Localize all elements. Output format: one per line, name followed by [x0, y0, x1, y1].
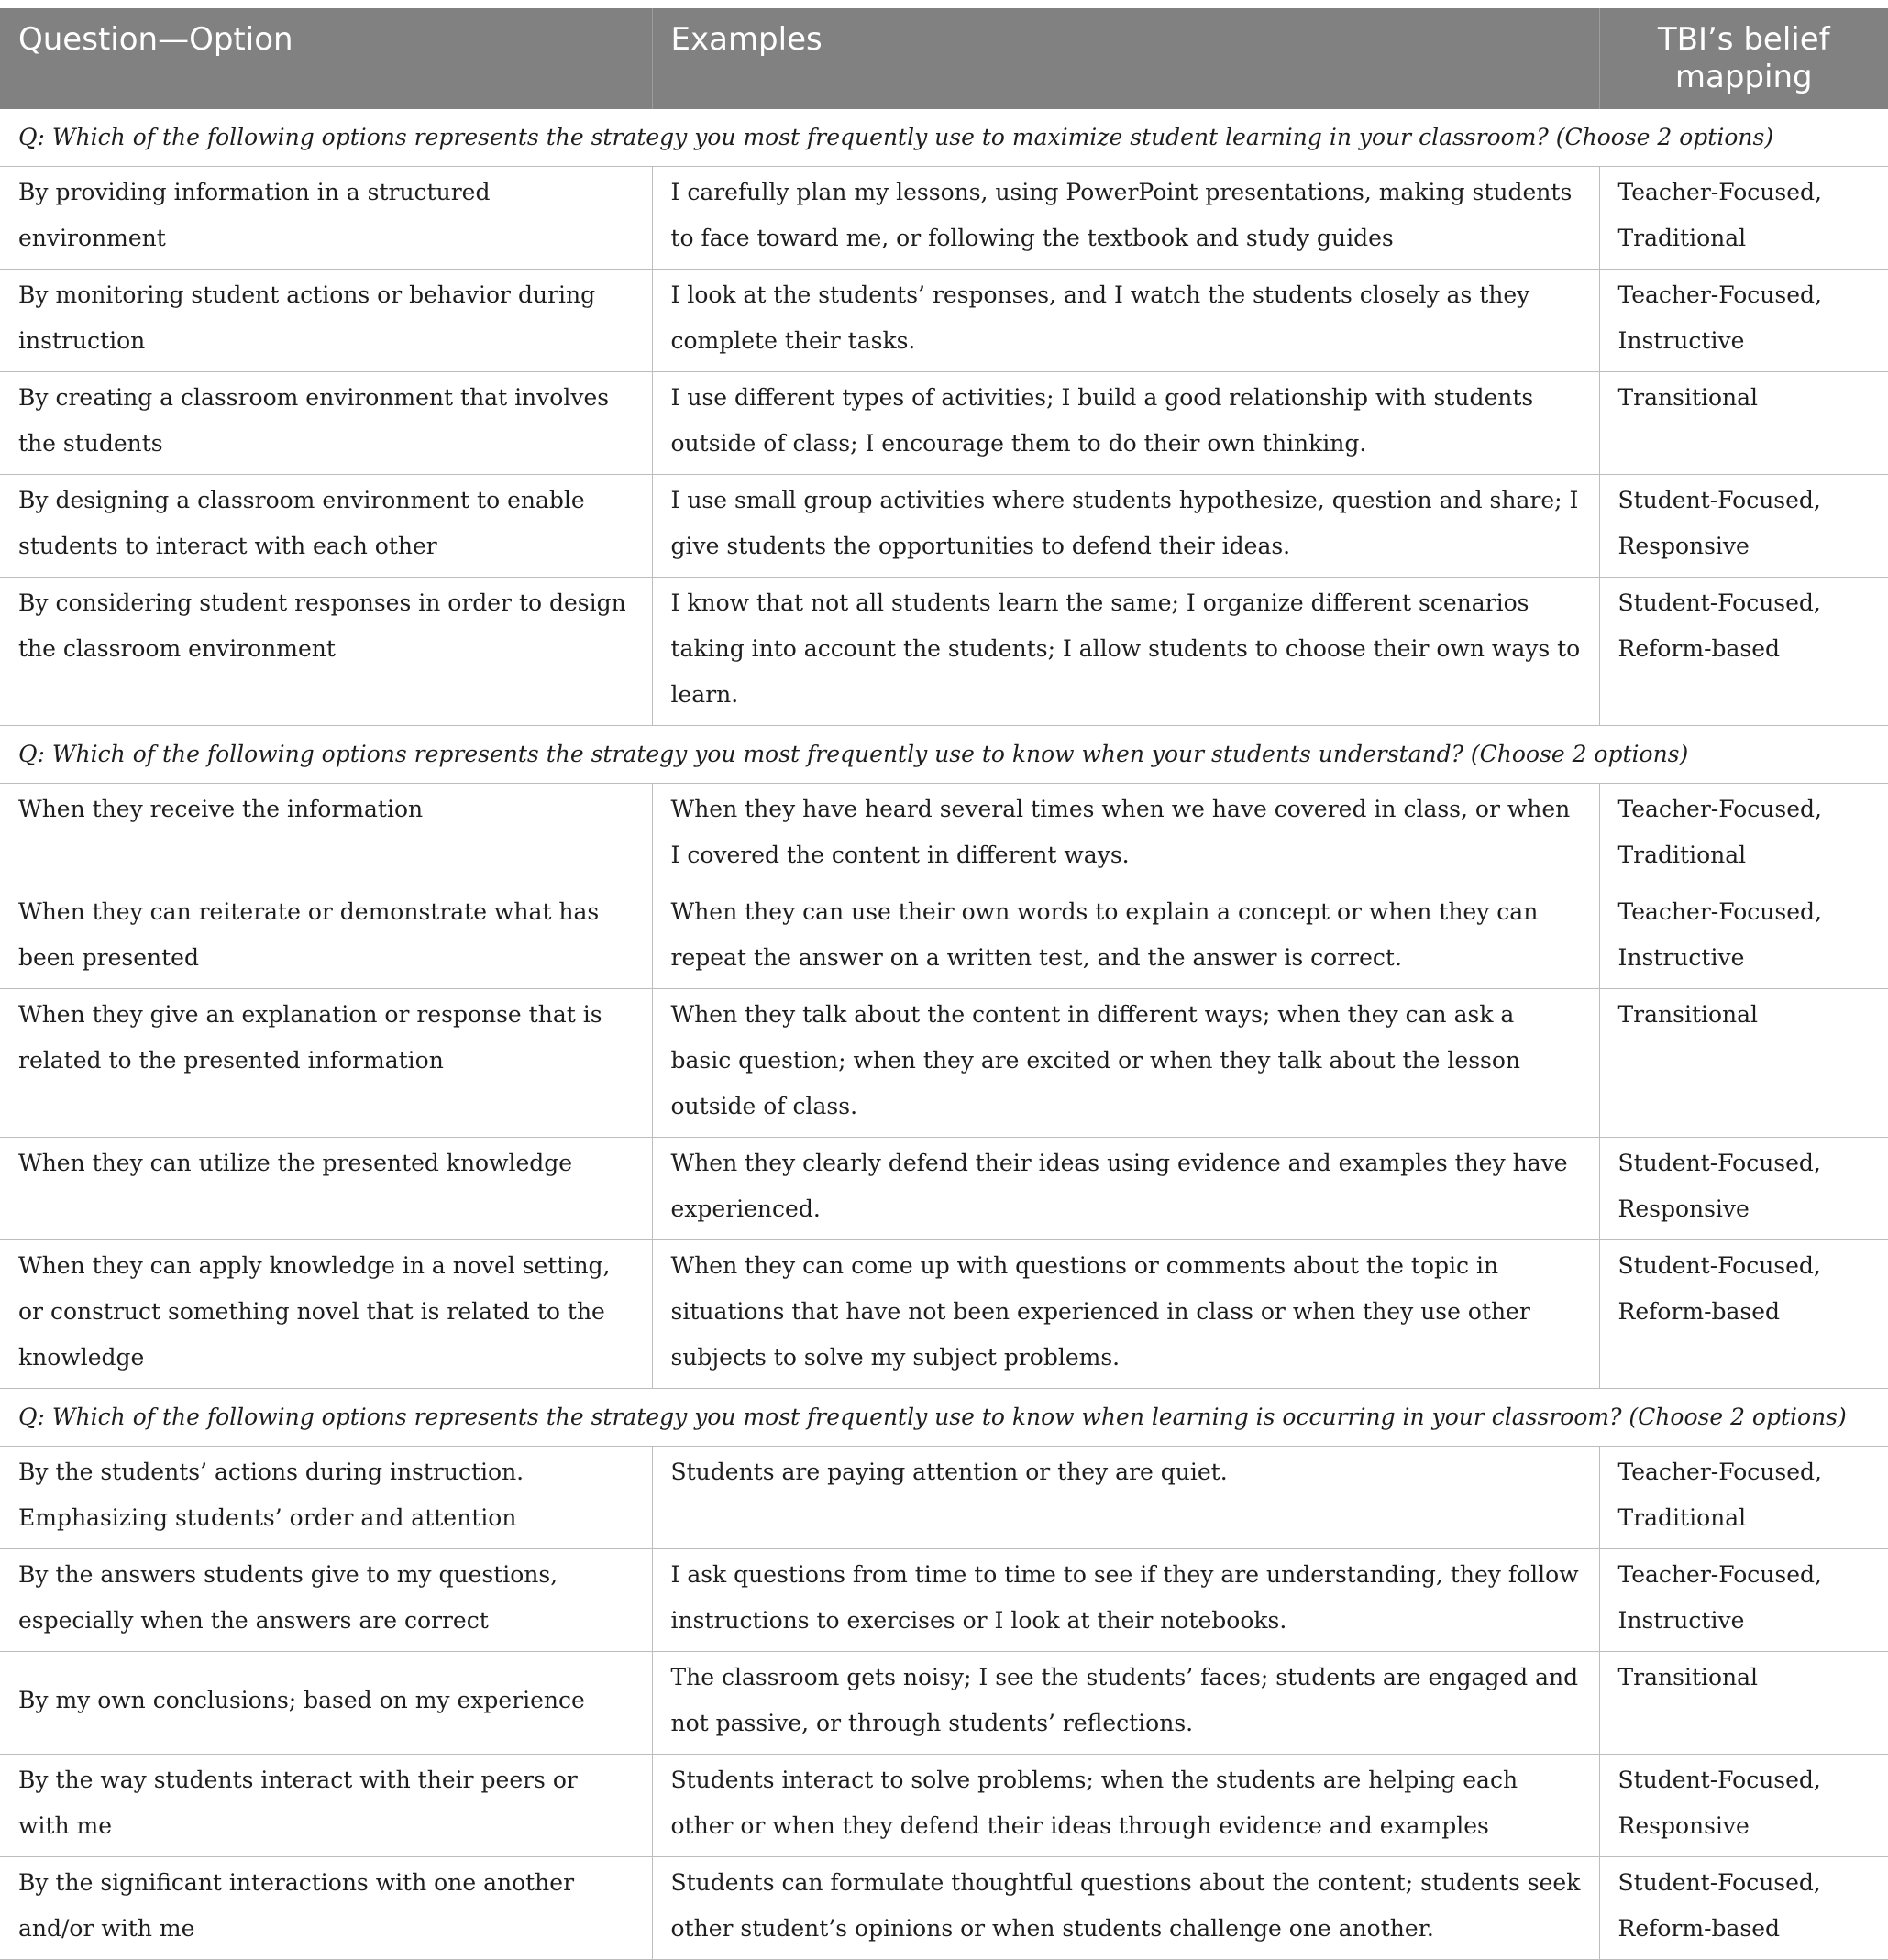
example-cell: When they can come up with questions or comments about the topic in situations that have not been experienced in class or when they use other subjects to solve my subject problems. [652, 1240, 1599, 1389]
mapping-cell: Teacher-Focused, Instructive [1599, 270, 1888, 372]
table-row [0, 784, 1888, 886]
example-cell: When they talk about the content in different ways; when they can ask a basic question; when they are excited or when they talk about the lesson outside of class. [652, 989, 1599, 1138]
example-cell: I use small group activities where students hypothesize, question and share; I give students the opportunities to defend their ideas. [652, 475, 1599, 578]
option-cell: By my own conclusions; based on my experience [0, 1652, 652, 1755]
header-row [0, 8, 1888, 109]
table-row [0, 578, 1888, 726]
option-cell: By providing information in a structured environment [0, 167, 652, 270]
table-row [0, 372, 1888, 475]
mapping-cell: Teacher-Focused, Traditional [1599, 167, 1888, 270]
table-row [0, 167, 1888, 270]
question-text: Q: Which of the following options represents the strategy you most frequently use to maximize student learning in your classroom? (Choose 2 options) [0, 109, 1888, 167]
mapping-cell: Student-Focused, Responsive [1599, 1755, 1888, 1857]
option-cell: By the way students interact with their peers or with me [0, 1755, 652, 1857]
table-body [0, 109, 1888, 1960]
example-cell: I carefully plan my lessons, using PowerPoint presentations, making students to face toward me, or following the textbook and study guides [652, 167, 1599, 270]
option-cell: When they can reiterate or demonstrate what has been presented [0, 886, 652, 989]
table-row [0, 1138, 1888, 1240]
mapping-cell: Teacher-Focused, Instructive [1599, 886, 1888, 989]
table-row [0, 886, 1888, 989]
option-cell: When they give an explanation or response that is related to the presented information [0, 989, 652, 1138]
mapping-cell: Student-Focused, Responsive [1599, 1138, 1888, 1240]
table-row [0, 989, 1888, 1138]
belief-mapping-table [0, 8, 1888, 1960]
question-row [0, 726, 1888, 784]
mapping-cell: Student-Focused, Reform-based [1599, 1240, 1888, 1389]
table-row [0, 1857, 1888, 1960]
table-row [0, 270, 1888, 372]
option-cell: By monitoring student actions or behavior during instruction [0, 270, 652, 372]
header-examples: Examples [652, 8, 1599, 109]
mapping-cell: Student-Focused, Responsive [1599, 475, 1888, 578]
table-row [0, 1549, 1888, 1652]
mapping-cell: Student-Focused, Reform-based [1599, 1857, 1888, 1960]
option-cell: By designing a classroom environment to enable students to interact with each other [0, 475, 652, 578]
option-cell: By the answers students give to my questions, especially when the answers are correct [0, 1549, 652, 1652]
table-row [0, 1755, 1888, 1857]
example-cell: When they clearly defend their ideas using evidence and examples they have experienced. [652, 1138, 1599, 1240]
mapping-cell: Transitional [1599, 989, 1888, 1138]
example-cell: When they have heard several times when we have covered in class, or when I covered the content in different ways. [652, 784, 1599, 886]
option-cell: By the students’ actions during instruction. Emphasizing students’ order and attention [0, 1447, 652, 1549]
option-cell: By the significant interactions with one another and/or with me [0, 1857, 652, 1960]
option-cell: When they can utilize the presented knowledge [0, 1138, 652, 1240]
mapping-cell: Student-Focused, Reform-based [1599, 578, 1888, 726]
option-cell: By creating a classroom environment that involves the students [0, 372, 652, 475]
question-text: Q: Which of the following options represents the strategy you most frequently use to know when learning is occurring in your classroom? (Choose 2 options) [0, 1389, 1888, 1447]
mapping-cell: Teacher-Focused, Traditional [1599, 784, 1888, 886]
table-header [0, 8, 1888, 109]
example-cell: I use different types of activities; I build a good relationship with students outside of class; I encourage them to do their own thinking. [652, 372, 1599, 475]
question-row [0, 109, 1888, 167]
example-cell: The classroom gets noisy; I see the students’ faces; students are engaged and not passive, or through students’ reflections. [652, 1652, 1599, 1755]
example-cell: When they can use their own words to explain a concept or when they can repeat the answer on a written test, and the answer is correct. [652, 886, 1599, 989]
question-row [0, 1389, 1888, 1447]
example-cell: Students are paying attention or they are quiet. [652, 1447, 1599, 1549]
table-row [0, 1240, 1888, 1389]
option-cell: By considering student responses in order to design the classroom environment [0, 578, 652, 726]
mapping-cell: Teacher-Focused, Instructive [1599, 1549, 1888, 1652]
option-cell: When they receive the information [0, 784, 652, 886]
table-row [0, 1652, 1888, 1755]
example-cell: I ask questions from time to time to see if they are understanding, they follow instructions to exercises or I look at their notebooks. [652, 1549, 1599, 1652]
header-question-option: Question—Option [0, 8, 652, 109]
example-cell: I know that not all students learn the same; I organize different scenarios taking into account the students; I allow students to choose their own ways to learn. [652, 578, 1599, 726]
table-row [0, 475, 1888, 578]
option-cell: When they can apply knowledge in a novel setting, or construct something novel that is related to the knowledge [0, 1240, 652, 1389]
question-text: Q: Which of the following options represents the strategy you most frequently use to know when your students understand? (Choose 2 options) [0, 726, 1888, 784]
mapping-cell: Teacher-Focused, Traditional [1599, 1447, 1888, 1549]
mapping-cell: Transitional [1599, 1652, 1888, 1755]
table-row [0, 1447, 1888, 1549]
mapping-cell: Transitional [1599, 372, 1888, 475]
example-cell: Students can formulate thoughtful questions about the content; students seek other student’s opinions or when students challenge one another. [652, 1857, 1599, 1960]
example-cell: I look at the students’ responses, and I watch the students closely as they complete their tasks. [652, 270, 1599, 372]
header-belief-mapping: TBI’s belief mapping [1599, 8, 1888, 109]
example-cell: Students interact to solve problems; when the students are helping each other or when they defend their ideas through evidence and examples [652, 1755, 1599, 1857]
